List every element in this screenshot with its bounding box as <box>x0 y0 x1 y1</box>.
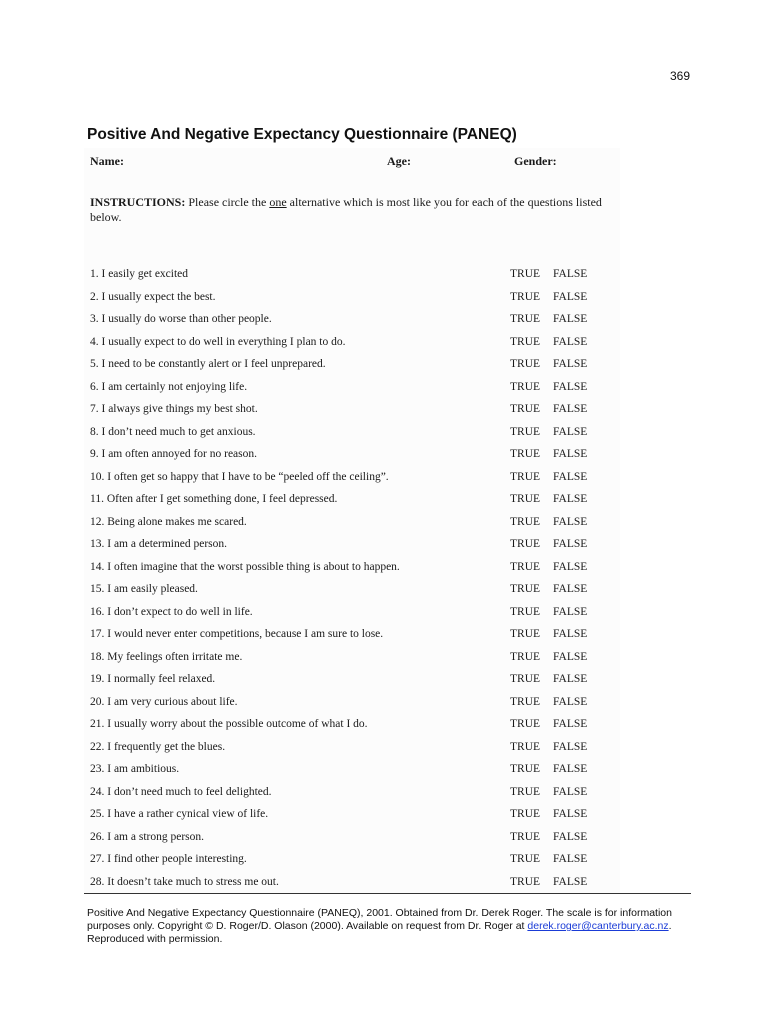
footer-email-link[interactable]: derek.roger@canterbury.ac.nz <box>527 920 669 932</box>
true-option[interactable]: TRUE <box>510 448 541 460</box>
question-text: 15. I am easily pleased. <box>90 583 198 595</box>
question-text: 16. I don’t expect to do well in life. <box>90 605 253 618</box>
question-text: 8. I don’t need much to get anxious. <box>90 425 256 438</box>
false-option[interactable]: FALSE <box>553 763 588 775</box>
question-text: 10. I often get so happy that I have to be “peeled off the ceiling”. <box>90 470 389 483</box>
question-text: 4. I usually expect to do well in everything I plan to do. <box>90 335 346 348</box>
footer-text: Positive And Negative Expectancy Questionnaire (PANEQ), 2001. Obtained from Dr. Derek Roger. The scale is for information purposes only. Copyright © D. Roger/D. Olason (2000). Available on request from Dr. Roger at <box>87 907 672 932</box>
false-option[interactable]: FALSE <box>553 583 588 595</box>
false-option[interactable]: FALSE <box>553 718 588 730</box>
question-text: 5. I need to be constantly alert or I feel unprepared. <box>90 358 326 370</box>
true-option[interactable]: TRUE <box>510 560 541 573</box>
false-option[interactable]: FALSE <box>553 335 588 348</box>
question-text: 23. I am ambitious. <box>90 763 180 775</box>
instructions-emphasis: one <box>269 195 287 209</box>
question-item <box>84 783 620 806</box>
question-item <box>84 468 620 491</box>
false-option[interactable]: FALSE <box>553 785 588 798</box>
false-option[interactable]: FALSE <box>553 695 588 708</box>
question-item <box>84 648 620 671</box>
gender-label: Gender: <box>514 154 557 168</box>
age-label: Age: <box>387 154 411 168</box>
true-option[interactable]: TRUE <box>510 403 541 415</box>
true-option[interactable]: TRUE <box>510 358 541 370</box>
question-item <box>84 423 620 446</box>
false-option[interactable]: FALSE <box>553 875 588 888</box>
question-item <box>84 378 620 401</box>
false-option[interactable]: FALSE <box>553 358 588 370</box>
question-item <box>84 265 620 288</box>
true-option[interactable]: TRUE <box>510 313 541 325</box>
question-item <box>84 513 620 536</box>
question-item <box>84 603 620 626</box>
false-option[interactable]: FALSE <box>553 628 588 640</box>
true-option[interactable]: TRUE <box>510 425 541 438</box>
false-option[interactable]: FALSE <box>553 650 588 663</box>
true-option[interactable]: TRUE <box>510 785 541 798</box>
question-text: 12. Being alone makes me scared. <box>90 515 247 528</box>
true-option[interactable]: TRUE <box>510 853 541 865</box>
true-option[interactable]: TRUE <box>510 290 541 303</box>
false-option[interactable]: FALSE <box>553 673 588 685</box>
question-item <box>84 445 620 468</box>
false-option[interactable]: FALSE <box>553 538 588 550</box>
false-option[interactable]: FALSE <box>553 268 588 280</box>
true-option[interactable]: TRUE <box>510 628 541 640</box>
question-text: 18. My feelings often irritate me. <box>90 650 243 663</box>
question-text: 21. I usually worry about the possible outcome of what I do. <box>90 718 368 730</box>
question-item <box>84 670 620 693</box>
page-title: Positive And Negative Expectancy Questionnaire (PANEQ) <box>87 126 517 143</box>
question-text: 7. I always give things my best shot. <box>90 403 258 415</box>
question-text: 17. I would never enter competitions, because I am sure to lose. <box>90 628 384 640</box>
false-option[interactable]: FALSE <box>553 493 588 505</box>
instructions <box>90 195 615 225</box>
question-item <box>84 828 620 851</box>
footer-divider <box>84 893 691 894</box>
true-option[interactable]: TRUE <box>510 268 541 280</box>
question-text: 19. I normally feel relaxed. <box>90 673 216 685</box>
true-option[interactable]: TRUE <box>510 650 541 663</box>
instructions-heading: INSTRUCTIONS: <box>90 195 186 209</box>
question-item <box>84 355 620 378</box>
question-text: 24. I don’t need much to feel delighted. <box>90 785 272 798</box>
question-text: 13. I am a determined person. <box>90 538 227 550</box>
question-text: 28. It doesn’t take much to stress me out. <box>90 875 279 888</box>
true-option[interactable]: TRUE <box>510 470 541 483</box>
false-option[interactable]: FALSE <box>553 830 588 843</box>
question-item <box>84 625 620 648</box>
false-option[interactable]: FALSE <box>553 605 588 618</box>
false-option[interactable]: FALSE <box>553 425 588 438</box>
true-option[interactable]: TRUE <box>510 673 541 685</box>
true-option[interactable]: TRUE <box>510 335 541 348</box>
question-item <box>84 535 620 558</box>
question-text: 22. I frequently get the blues. <box>90 740 226 753</box>
false-option[interactable]: FALSE <box>553 448 588 460</box>
question-text: 25. I have a rather cynical view of life. <box>90 808 269 820</box>
question-text: 27. I find other people interesting. <box>90 853 247 865</box>
false-option[interactable]: FALSE <box>553 515 588 528</box>
true-option[interactable]: TRUE <box>510 830 541 843</box>
question-text: 3. I usually do worse than other people. <box>90 313 272 325</box>
question-item <box>84 310 620 333</box>
question-item <box>84 760 620 783</box>
question-item <box>84 805 620 828</box>
true-option[interactable]: TRUE <box>510 740 541 753</box>
false-option[interactable]: FALSE <box>553 853 588 865</box>
question-item <box>84 738 620 761</box>
true-option[interactable]: TRUE <box>510 515 541 528</box>
instructions-text-start: Please circle the <box>185 195 270 209</box>
page-number: 369 <box>669 69 690 83</box>
question-text: 1. I easily get excited <box>90 268 189 280</box>
question-text: 20. I am very curious about life. <box>90 695 238 708</box>
false-option[interactable]: FALSE <box>553 290 588 303</box>
true-option[interactable]: TRUE <box>510 808 541 820</box>
questionnaire-scan <box>84 148 620 894</box>
true-option[interactable]: TRUE <box>510 493 541 505</box>
question-text: 2. I usually expect the best. <box>90 290 216 303</box>
false-option[interactable]: FALSE <box>553 403 588 415</box>
question-list <box>84 265 620 895</box>
true-option[interactable]: TRUE <box>510 583 541 595</box>
question-item <box>84 715 620 738</box>
question-text: 6. I am certainly not enjoying life. <box>90 380 248 393</box>
question-item <box>84 333 620 356</box>
question-item <box>84 490 620 513</box>
true-option[interactable]: TRUE <box>510 718 541 730</box>
question-text: 11. Often after I get something done, I feel depressed. <box>90 493 338 505</box>
question-text: 9. I am often annoyed for no reason. <box>90 448 258 460</box>
question-item <box>84 288 620 311</box>
true-option[interactable]: TRUE <box>510 380 541 393</box>
question-item <box>84 580 620 603</box>
false-option[interactable]: FALSE <box>553 313 588 325</box>
question-item <box>84 400 620 423</box>
question-item <box>84 873 620 896</box>
false-option[interactable]: FALSE <box>553 380 588 393</box>
name-label: Name: <box>90 154 124 168</box>
footer-note <box>87 907 697 946</box>
true-option[interactable]: TRUE <box>510 695 541 708</box>
question-item <box>84 558 620 581</box>
footer-text-end: . Reproduced with permission. <box>87 920 672 945</box>
question-item <box>84 693 620 716</box>
instructions-text-end: alternative which is most like you for each of the questions listed below. <box>90 195 602 224</box>
true-option[interactable]: TRUE <box>510 763 541 775</box>
false-option[interactable]: FALSE <box>553 470 588 483</box>
question-text: 26. I am a strong person. <box>90 830 205 843</box>
true-option[interactable]: TRUE <box>510 605 541 618</box>
false-option[interactable]: FALSE <box>553 808 588 820</box>
true-option[interactable]: TRUE <box>510 875 541 888</box>
false-option[interactable]: FALSE <box>553 740 588 753</box>
false-option[interactable]: FALSE <box>553 560 588 573</box>
question-text: 14. I often imagine that the worst possible thing is about to happen. <box>90 560 400 573</box>
true-option[interactable]: TRUE <box>510 538 541 550</box>
question-item <box>84 850 620 873</box>
